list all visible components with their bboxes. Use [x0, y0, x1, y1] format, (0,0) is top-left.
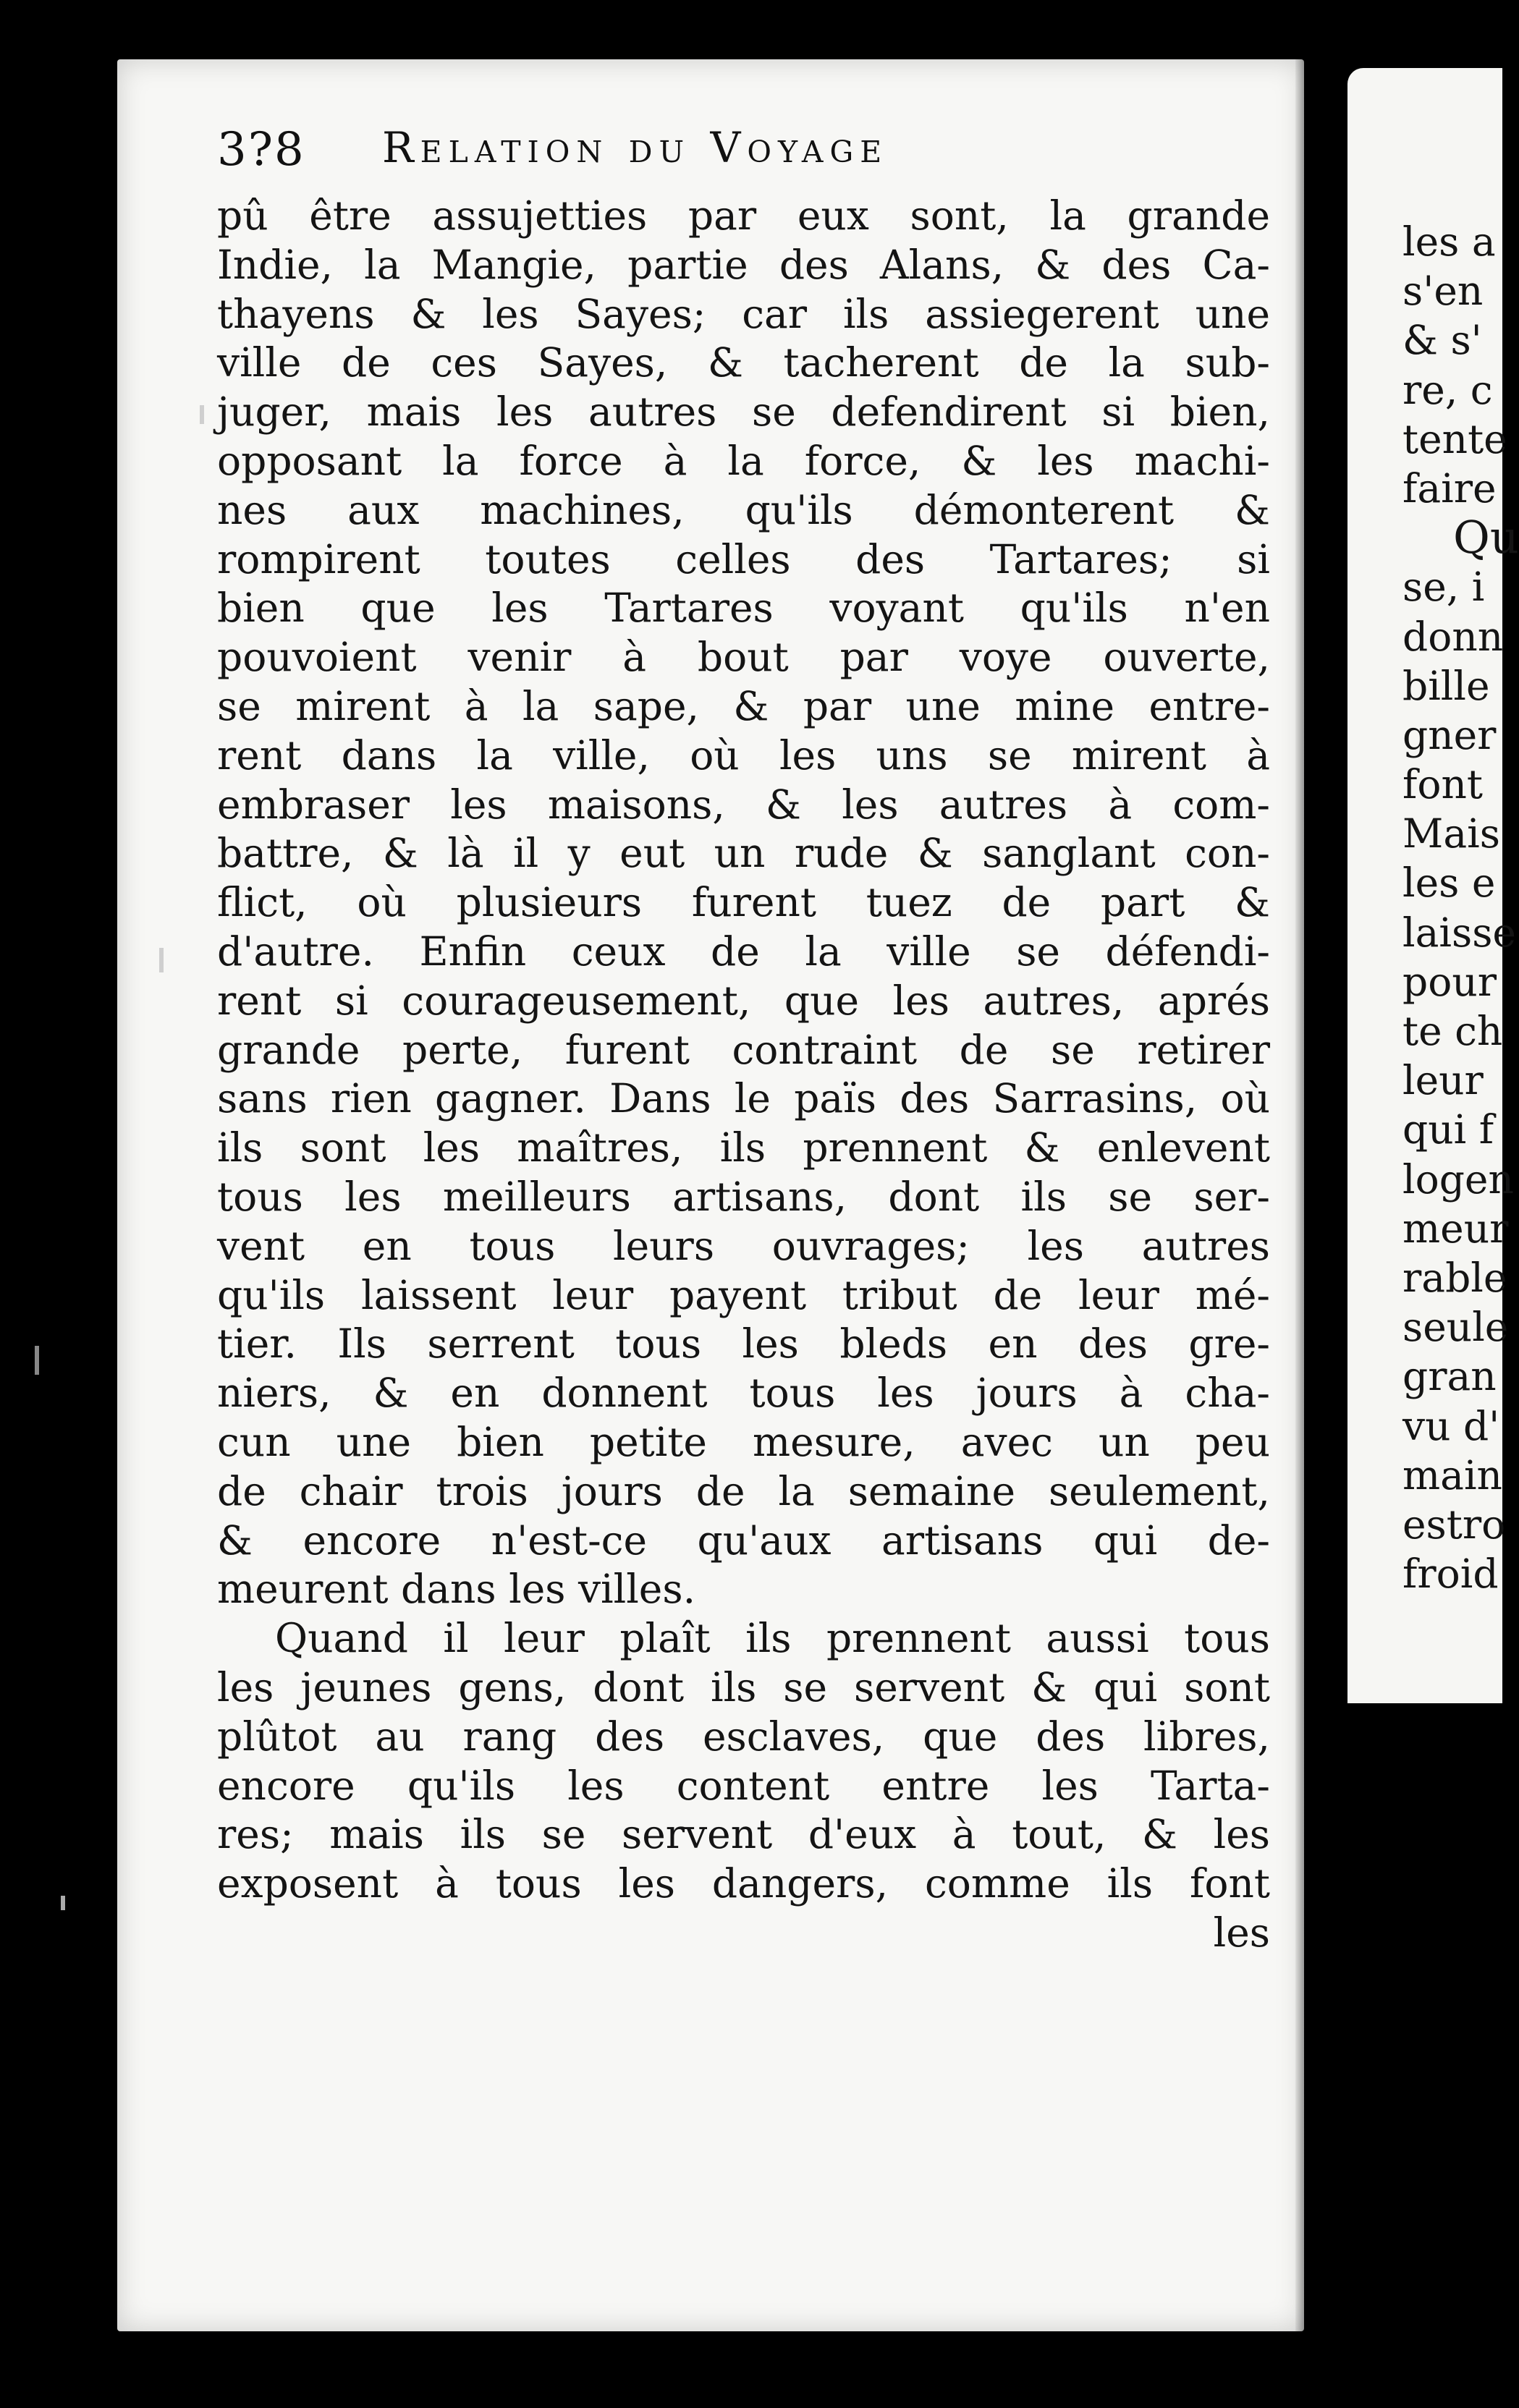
- text-line: cun une bien petite mesure, avec un peu: [217, 1418, 1270, 1465]
- text-line: meur: [1402, 1205, 1509, 1252]
- text-line: faire: [1402, 465, 1497, 512]
- text-line: Quand il leur plaît ils prennent aussi tous: [275, 1615, 1270, 1662]
- text-line: les e: [1402, 860, 1496, 907]
- margin-mark: [61, 1896, 65, 1910]
- text-line: tier. Ils serrent tous les bleds en des gre-: [217, 1320, 1270, 1368]
- text-line: plûtot au rang des esclaves, que des libres,: [217, 1713, 1270, 1760]
- text-line: se, i: [1402, 564, 1485, 611]
- margin-mark: [159, 948, 164, 972]
- text-line: se mirent à la sape, & par une mine entre-: [217, 682, 1270, 729]
- text-line: vu d': [1402, 1402, 1500, 1449]
- text-line: les jeunes gens, dont ils se servent & qui sont: [217, 1663, 1270, 1710]
- text-line: thayens & les Sayes; car ils assiegerent une: [217, 290, 1270, 337]
- text-line: les a: [1402, 219, 1496, 265]
- text-line: froid: [1402, 1551, 1499, 1598]
- text-line: tous les meilleurs artisans, dont ils se ser-: [217, 1173, 1270, 1220]
- text-line: rent dans la ville, où les uns se mirent à: [217, 732, 1270, 779]
- left-page-text: [217, 192, 1270, 1958]
- text-line: Mais: [1402, 810, 1500, 857]
- text-line: ils sont les maîtres, ils prennent & enlevent: [217, 1124, 1270, 1171]
- text-line: flict, où plusieurs furent tuez de part &: [217, 879, 1270, 926]
- text-line: embraser les maisons, & les autres à com-: [217, 781, 1270, 828]
- text-line: nes aux machines, qu'ils démonterent &: [217, 486, 1270, 533]
- text-line: sans rien gagner. Dans le païs des Sarrasins, où: [217, 1075, 1270, 1122]
- text-line: logen: [1402, 1156, 1514, 1203]
- catchword: les: [1213, 1909, 1270, 1956]
- text-line: qu'ils laissent leur payent tribut de leur mé-: [217, 1271, 1270, 1318]
- text-line: re, c: [1402, 366, 1493, 413]
- text-line: ville de ces Sayes, & tacherent de la sub-: [217, 339, 1270, 386]
- text-line: encore qu'ils les content entre les Tarta-: [217, 1762, 1270, 1809]
- text-line: te ch: [1402, 1008, 1503, 1054]
- text-line: s'en: [1402, 268, 1484, 315]
- text-line: bien que les Tartares voyant qu'ils n'en: [217, 585, 1270, 632]
- text-line: seule: [1402, 1304, 1509, 1351]
- text-line: d'autre. Enfin ceux de la ville se défendi-: [217, 928, 1270, 975]
- text-line: rompirent toutes celles des Tartares; si: [217, 535, 1270, 582]
- text-line: res; mais ils se servent d'eux à tout, & les: [217, 1811, 1270, 1858]
- right-page-text: [1402, 217, 1519, 1598]
- text-line: leur: [1402, 1057, 1484, 1104]
- text-line: pour: [1402, 958, 1497, 1005]
- text-line: rable: [1402, 1254, 1507, 1301]
- text-line: pû être assujetties par eux sont, la grande: [217, 192, 1270, 239]
- text-line: Indie, la Mangie, partie des Alans, & des Ca-: [217, 241, 1270, 288]
- text-line: Qu: [1453, 511, 1519, 564]
- text-line: juger, mais les autres se defendirent si bien,: [217, 389, 1270, 436]
- text-line: laisse: [1402, 909, 1516, 956]
- text-line: battre, & là il y eut un rude & sanglant con-: [217, 830, 1270, 877]
- margin-mark: [200, 405, 204, 424]
- text-line: meurent dans les villes.: [217, 1566, 696, 1613]
- text-line: opposant la force à la force, & les machi-: [217, 437, 1270, 484]
- text-line: font: [1402, 761, 1483, 808]
- text-line: pouvoient venir à bout par voye ouverte,: [217, 634, 1270, 681]
- text-line: qui f: [1402, 1106, 1494, 1153]
- text-line: gran: [1402, 1353, 1497, 1400]
- page-gutter: [1304, 51, 1347, 2408]
- text-line: bille: [1402, 662, 1490, 709]
- text-line: vent en tous leurs ouvrages; les autres: [217, 1222, 1270, 1269]
- text-line: rent si courageusement, que les autres, aprés: [217, 977, 1270, 1024]
- page-header: [217, 123, 1172, 188]
- text-line: grande perte, furent contraint de se retirer: [217, 1026, 1270, 1073]
- margin-mark: [35, 1346, 39, 1375]
- text-line: tente: [1402, 415, 1507, 462]
- text-line: gner: [1402, 711, 1497, 758]
- text-line: & encore n'est-ce qu'aux artisans qui de-: [217, 1517, 1270, 1564]
- text-line: main: [1402, 1451, 1502, 1498]
- text-line: exposent à tous les dangers, comme ils font: [217, 1860, 1270, 1907]
- text-line: de chair trois jours de la semaine seulement,: [217, 1467, 1270, 1514]
- page-number: 3?8: [217, 123, 305, 177]
- text-line: donn: [1402, 613, 1504, 660]
- text-line: & s': [1402, 317, 1482, 364]
- text-line: niers, & en donnent tous les jours à cha-: [217, 1370, 1270, 1417]
- running-head: Relation du Voyage: [382, 123, 889, 172]
- text-line: estro: [1402, 1501, 1506, 1548]
